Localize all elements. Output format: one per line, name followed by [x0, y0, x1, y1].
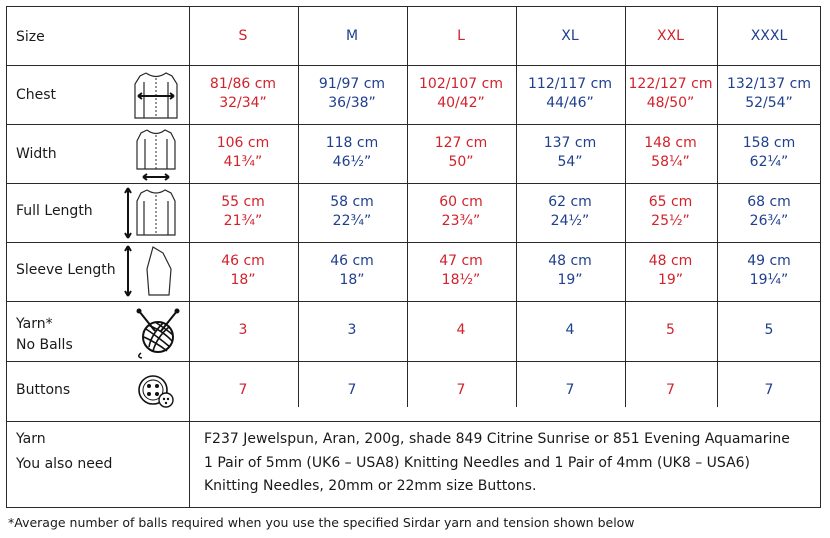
- jumper-width-icon: [134, 127, 178, 183]
- value-cell: [625, 301, 716, 360]
- value-cell: [516, 301, 624, 360]
- value-primary: 62 cm: [548, 194, 592, 210]
- value-cell: [625, 361, 716, 420]
- value-cell: [189, 183, 297, 241]
- value-secondary: 62¼”: [749, 154, 789, 170]
- value-cell: [298, 124, 406, 182]
- value-primary: 7: [764, 382, 774, 398]
- yarn-ball-icon: [133, 307, 183, 359]
- value-cell: [717, 124, 821, 182]
- value-secondary: 25½”: [651, 213, 690, 229]
- value-cell: [407, 183, 515, 241]
- size-header-xl: XL: [561, 27, 579, 44]
- value-primary: 48 cm: [648, 253, 693, 269]
- value-cell: [189, 65, 297, 123]
- value-secondary: 21¾”: [223, 213, 263, 229]
- value-primary: 137 cm: [543, 135, 597, 151]
- value-cell: [717, 301, 821, 360]
- yarn-label: Yarn: [16, 431, 46, 447]
- value-cell: [407, 361, 515, 420]
- value-secondary: 19”: [657, 272, 684, 288]
- you-also-need-label: You also need: [16, 456, 113, 472]
- row-label-buttons: Buttons: [16, 382, 71, 398]
- value-secondary: 40/42”: [437, 95, 485, 111]
- value-secondary: 22¾”: [332, 213, 372, 229]
- value-cell: [189, 301, 297, 360]
- value-cell: [298, 65, 406, 123]
- value-secondary: 19”: [557, 272, 583, 288]
- value-primary: 7: [456, 382, 466, 398]
- value-cell: [717, 242, 821, 300]
- row-label-width: Width: [16, 146, 57, 162]
- value-secondary: 50”: [448, 154, 474, 170]
- value-primary: 65 cm: [648, 194, 693, 210]
- value-cell: [298, 242, 406, 300]
- value-primary: 7: [666, 382, 675, 398]
- yarn-details-line-1: F237 Jewelspun, Aran, 200g, shade 849 Citrine Sunrise or 851 Evening Aquamarine: [204, 431, 790, 447]
- value-cell: [717, 183, 821, 241]
- row-divider: [7, 421, 820, 422]
- value-cell: [625, 124, 716, 182]
- value-primary: 3: [347, 322, 357, 338]
- row-label-chest: Chest: [16, 87, 57, 103]
- jumper-chest-icon: [132, 70, 180, 122]
- value-primary: 102/107 cm: [419, 76, 503, 92]
- value-cell: [625, 242, 716, 300]
- footnote: *Average number of balls required when you use the specified Sirdar yarn and tension shown below: [8, 515, 635, 530]
- value-primary: 5: [666, 322, 675, 338]
- size-header-xxxl: XXXL: [750, 27, 788, 44]
- value-cell: [516, 242, 624, 300]
- value-primary: 3: [238, 322, 248, 338]
- sleeve-length-icon: [123, 243, 179, 299]
- value-primary: 127 cm: [434, 135, 488, 151]
- value-secondary: 58¼”: [651, 154, 690, 170]
- value-secondary: 23¾”: [441, 213, 481, 229]
- size-header-label: Size: [16, 29, 45, 45]
- value-cell: [625, 183, 716, 241]
- value-cell: [298, 361, 406, 420]
- value-primary: 68 cm: [747, 194, 791, 210]
- value-cell: [516, 124, 624, 182]
- value-secondary: 41¾”: [223, 154, 263, 170]
- value-cell: [407, 301, 515, 360]
- value-secondary: 32/34”: [219, 95, 267, 111]
- value-primary: 91/97 cm: [318, 76, 386, 92]
- value-secondary: 26¾”: [749, 213, 789, 229]
- value-secondary: 36/38”: [328, 95, 376, 111]
- size-header-s: S: [238, 27, 248, 44]
- value-primary: 4: [456, 322, 466, 338]
- value-secondary: 44/46”: [546, 95, 594, 111]
- value-cell: [717, 361, 821, 420]
- value-primary: 132/137 cm: [727, 76, 811, 92]
- row-label-sleeve-length: Sleeve Length: [16, 262, 116, 278]
- value-primary: 47 cm: [439, 253, 483, 269]
- value-primary: 7: [565, 382, 575, 398]
- value-primary: 48 cm: [548, 253, 592, 269]
- value-primary: 7: [238, 382, 248, 398]
- value-cell: [298, 183, 406, 241]
- value-cell: [298, 301, 406, 360]
- value-cell: [717, 65, 821, 123]
- value-secondary: 19¼”: [749, 272, 789, 288]
- value-secondary: 18”: [339, 272, 365, 288]
- row-label-no-balls: No Balls: [16, 337, 73, 353]
- value-primary: 7: [347, 382, 357, 398]
- value-cell: [189, 361, 297, 420]
- value-secondary: 52/54”: [745, 95, 793, 111]
- size-header-m: M: [345, 27, 359, 44]
- jumper-length-icon: [123, 185, 179, 241]
- yarn-details: [204, 428, 814, 499]
- size-header-xxl: XXL: [657, 27, 684, 44]
- value-secondary: 48/50”: [646, 95, 695, 111]
- value-primary: 60 cm: [439, 194, 483, 210]
- value-primary: 81/86 cm: [209, 76, 277, 92]
- row-label-full-length: Full Length: [16, 203, 93, 219]
- value-primary: 122/127 cm: [628, 76, 713, 92]
- value-secondary: 18½”: [441, 272, 481, 288]
- row-label-yarn: Yarn*: [16, 316, 53, 332]
- yarn-details-line-2: 1 Pair of 5mm (UK6 – USA8) Knitting Needles and 1 Pair of 4mm (UK8 – USA6): [204, 454, 751, 471]
- value-primary: 5: [764, 322, 774, 338]
- value-primary: 112/117 cm: [528, 76, 612, 92]
- yarn-details-line-3: Knitting Needles, 20mm or 22mm size Buttons.: [204, 478, 537, 494]
- value-secondary: 24½”: [550, 213, 590, 229]
- value-primary: 148 cm: [644, 135, 697, 151]
- value-primary: 49 cm: [747, 253, 791, 269]
- value-cell: [189, 242, 297, 300]
- value-primary: 4: [565, 322, 575, 338]
- value-cell: [516, 361, 624, 420]
- value-cell: [516, 65, 624, 123]
- value-primary: 118 cm: [325, 135, 379, 151]
- value-cell: [516, 183, 624, 241]
- value-cell: [407, 242, 515, 300]
- value-cell: [625, 65, 716, 123]
- value-primary: 46 cm: [330, 253, 374, 269]
- value-primary: 158 cm: [742, 135, 796, 151]
- value-secondary: 46½”: [332, 154, 372, 170]
- value-primary: 58 cm: [330, 194, 374, 210]
- value-secondary: 54”: [557, 154, 583, 170]
- button-icon: [136, 374, 178, 410]
- size-header-l: L: [457, 27, 465, 44]
- value-primary: 55 cm: [221, 194, 265, 210]
- value-primary: 106 cm: [216, 135, 270, 151]
- value-cell: [407, 65, 515, 123]
- value-primary: 46 cm: [221, 253, 265, 269]
- value-cell: [189, 124, 297, 182]
- value-secondary: 18”: [230, 272, 256, 288]
- value-cell: [407, 124, 515, 182]
